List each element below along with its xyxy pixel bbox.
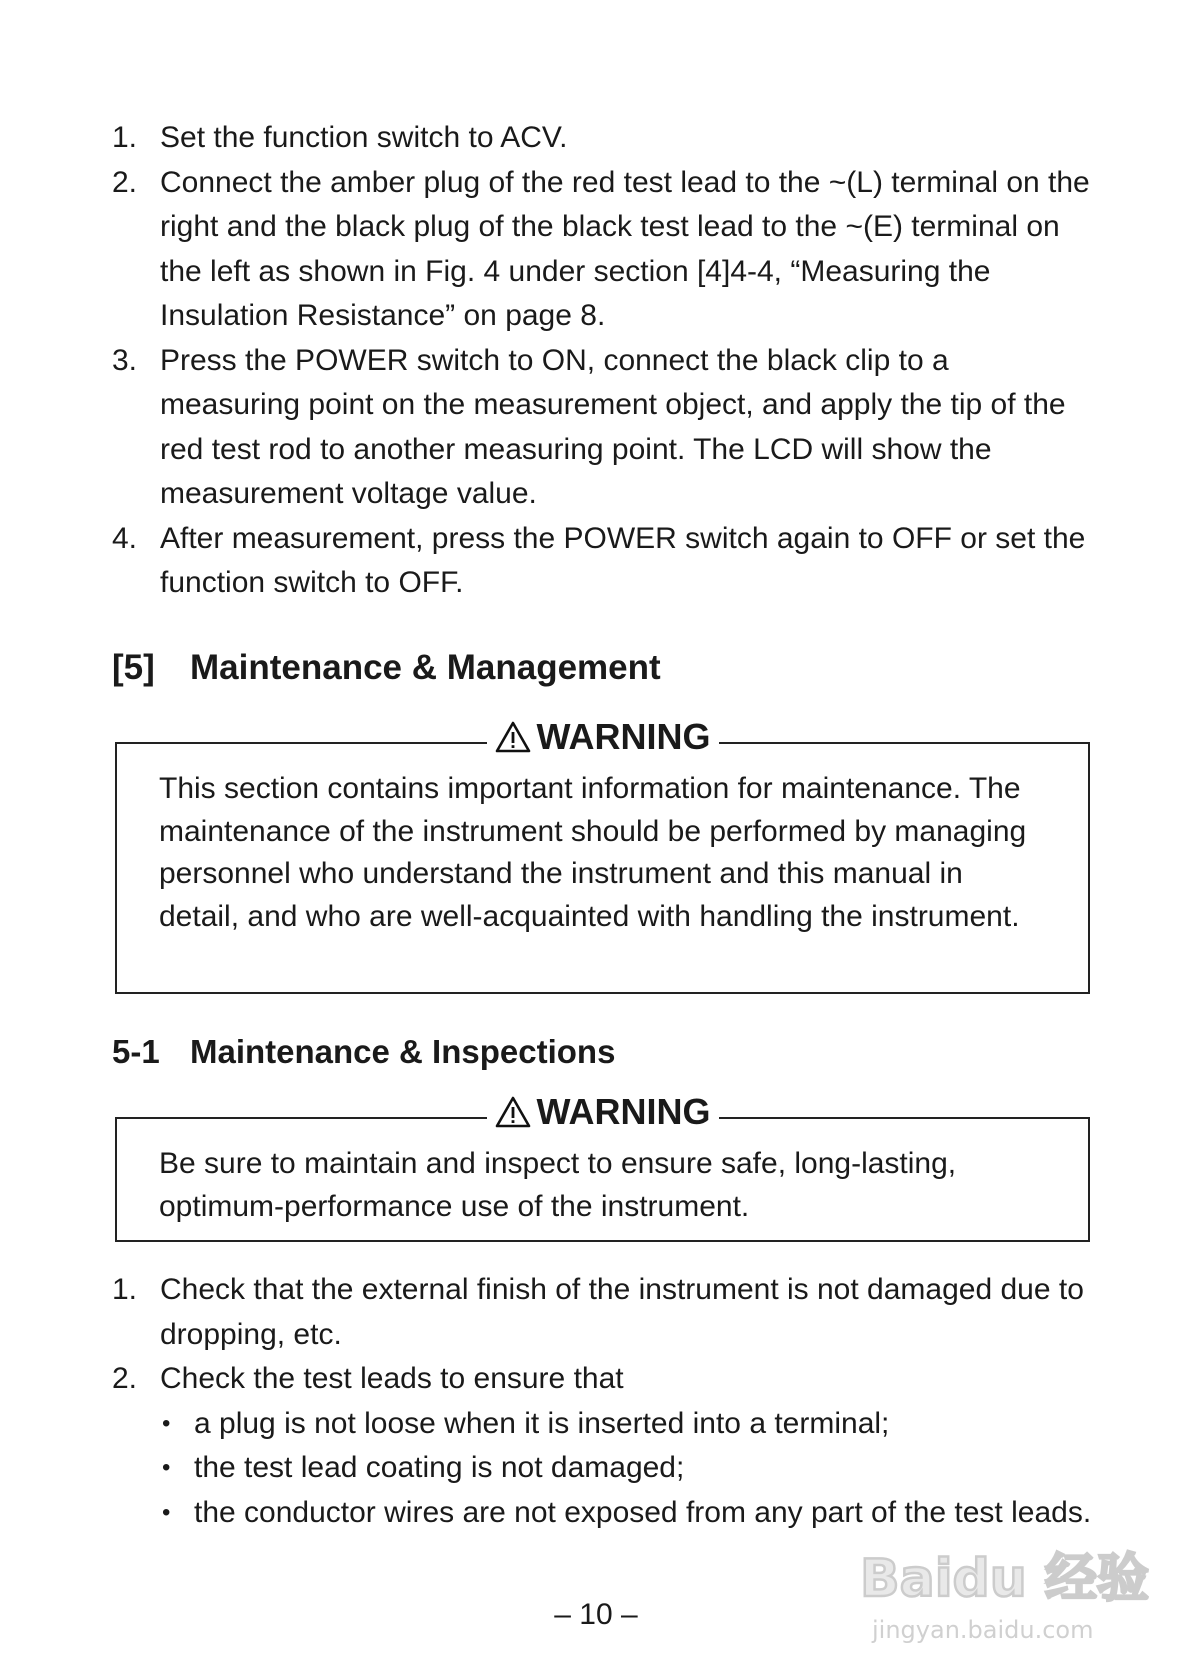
warning-triangle-icon	[495, 721, 531, 753]
item-number: 1.	[112, 121, 138, 154]
bullet-item	[160, 1491, 1092, 1536]
item-number: 2.	[112, 1362, 138, 1395]
item-number: 3.	[112, 343, 138, 377]
item-number: 2.	[112, 165, 138, 199]
bullet-text: the conductor wires are not exposed from any part of the test leads.	[194, 1495, 1092, 1529]
item-text: Connect the amber plug of the red test lead to the ~(L) terminal on the right and the black plug of the black test lead to the ~(E) terminal on the left as shown in Fig. 4 under section [4]4-4, “Measuring the Insulation Resistance” on page 8.	[160, 165, 1090, 332]
baidu-watermark-logo	[850, 1530, 1170, 1650]
list-item	[112, 1357, 1092, 1535]
bullet-text: the test lead coating is not damaged;	[194, 1451, 685, 1484]
item-text: Set the function switch to ACV.	[160, 121, 568, 154]
section-heading	[112, 648, 661, 688]
subsection-heading	[112, 1033, 615, 1071]
inspection-steps-list	[112, 1268, 1092, 1535]
item-number: 1.	[112, 1273, 138, 1306]
list-item	[112, 161, 1092, 339]
warning-legend	[487, 1092, 719, 1132]
watermark-brand-text: Baidu 经验	[860, 1549, 1149, 1609]
warning-box	[115, 716, 1090, 994]
bullet-text: a plug is not loose when it is inserted into a terminal;	[194, 1406, 890, 1440]
item-text: After measurement, press the POWER switch again to OFF or set the function switch to OFF.	[160, 521, 1086, 599]
bullet-item	[160, 1402, 1092, 1447]
warning-triangle-icon	[495, 1096, 531, 1128]
section-title: Maintenance & Management	[190, 648, 661, 687]
item-number: 4.	[112, 521, 138, 555]
list-item	[112, 1268, 1092, 1357]
warning-legend	[487, 717, 719, 757]
warning-text: Be sure to maintain and inspect to ensure safe, long-lasting, optimum-performance use of the instrument.	[159, 1147, 957, 1223]
warning-text: This section contains important information for maintenance. The maintenance of the instrument should be performed by managing personnel who understand the instrument and this manual in detail, and who are well-acquainted with handling the instrument.	[159, 772, 1027, 933]
bullet-symbol: •	[162, 1498, 171, 1526]
item-text: Check that the external finish of the instrument is not damaged due to dropping, etc.	[160, 1273, 1084, 1351]
page-number: – 10 –	[554, 1598, 638, 1631]
list-item	[112, 339, 1092, 517]
item-text: Press the POWER switch to ON, connect the black clip to a measuring point on the measurement object, and apply the tip of the red test rod to another measuring point. The LCD will show the measurement voltage value.	[160, 343, 1066, 510]
section-number: [5]	[112, 648, 155, 687]
warning-box	[115, 1091, 1090, 1242]
bullet-symbol: •	[162, 1409, 171, 1437]
warning-label: WARNING	[536, 1091, 711, 1132]
list-item	[112, 116, 1092, 161]
bullet-item	[160, 1446, 1092, 1491]
watermark-url-text: jingyan.baidu.com	[872, 1616, 1094, 1644]
bullet-list	[160, 1402, 1092, 1536]
section-number: 5-1	[112, 1033, 160, 1070]
section-title: Maintenance & Inspections	[190, 1033, 616, 1070]
list-item	[112, 517, 1092, 606]
acv-steps-list	[112, 116, 1092, 606]
item-text: Check the test leads to ensure that	[160, 1362, 624, 1395]
bullet-symbol: •	[162, 1454, 171, 1481]
warning-label: WARNING	[536, 716, 711, 757]
